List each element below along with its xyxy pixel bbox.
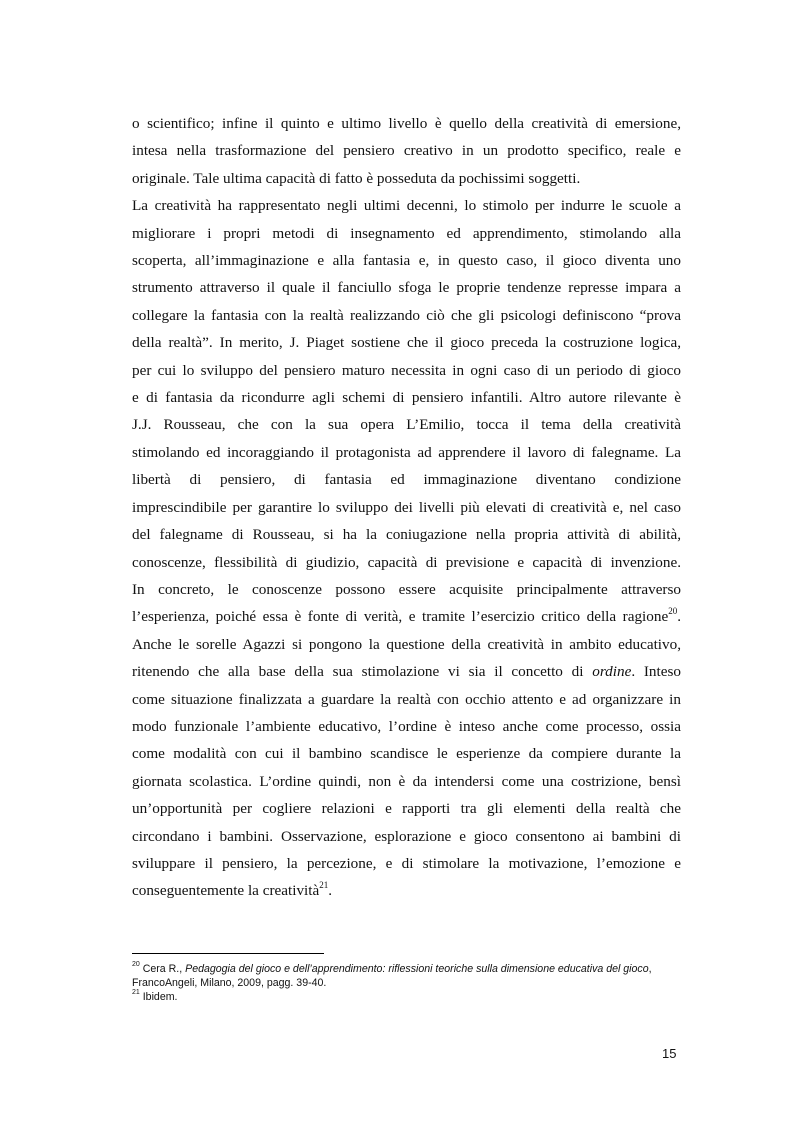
text-segment: . Inteso xyxy=(631,663,681,681)
footnote-title: Pedagogia del gioco e dell’apprendimento: riflessioni teoriche sulla dimensione educativa del gioco xyxy=(185,963,649,975)
footnote-21 xyxy=(132,990,692,1004)
text-line: del falegname di Rousseau, si ha la coniugazione nella propria attività di abilità, xyxy=(132,526,681,544)
text-line: un’opportunità per cogliere relazioni e rapporti tra gli elementi della realtà che xyxy=(132,800,681,818)
body-text xyxy=(132,110,681,905)
text-line-with-footnote-ref xyxy=(132,877,681,904)
text-line: La creatività ha rappresentato negli ultimi decenni, lo stimolo per indurre le scuole a xyxy=(132,197,681,215)
text-line: modo funzionale l’ambiente educativo, l’ordine è inteso anche come processo, ossia xyxy=(132,717,681,735)
page-number: 15 xyxy=(662,1046,677,1061)
text-segment: l’esperienza, poiché essa è fonte di verità, e tramite l’esercizio critico della ragione xyxy=(132,608,669,626)
text-line: stimolando ed incoraggiando il protagonista ad apprendere il lavoro di falegname. La xyxy=(132,443,681,461)
emphasis-ordine: ordine xyxy=(592,663,632,681)
text-segment: ritenendo che alla base della sua stimolazione vi sia il concetto di xyxy=(132,663,584,681)
text-line: originale. Tale ultima capacità di fatto è posseduta da pochissimi soggetti. xyxy=(132,169,581,187)
text-line: giornata scolastica. L’ordine quindi, non è da intendersi come una costrizione, bensì xyxy=(132,772,681,790)
footnote-ref-21: 21 xyxy=(319,880,329,891)
text-line: J.J. Rousseau, che con la sua opera L’Emilio, tocca il tema della creatività xyxy=(132,416,681,434)
footnote-publisher: , FrancoAngeli, Milano, 2009, pagg. 39-40. xyxy=(132,963,652,989)
text-line: imprescindibile per garantire lo sviluppo dei livelli più elevati di creatività e, nel caso xyxy=(132,498,681,516)
text-line: libertà di pensiero, di fantasia ed immaginazione diventano condizione xyxy=(132,471,681,489)
footnote-mark-21: 21 xyxy=(132,989,140,997)
footnote-author: Cera R., xyxy=(139,963,186,975)
text-line: circondano i bambini. Osservazione, esplorazione e gioco consentono ai bambini di xyxy=(132,827,681,845)
text-line: come modalità con cui il bambino scandisce le esperienze da compiere durante la xyxy=(132,745,681,763)
text-line: In concreto, le conoscenze possono essere acquisite principalmente attraverso xyxy=(132,580,681,598)
text-segment: conseguentemente la creatività xyxy=(132,882,320,900)
footnote-separator xyxy=(132,953,324,954)
footnote-text: Ibidem. xyxy=(139,991,178,1003)
text-line: e di fantasia da ricondurre agli schemi di pensiero infantili. Altro autore rilevante è xyxy=(132,389,681,407)
text-line: scoperta, all’immaginazione e alla fantasia e, in questo caso, il gioco diventa uno xyxy=(132,252,681,270)
text-line: conoscenze, flessibilità di giudizio, capacità di previsione e capacità di invenzione. xyxy=(132,553,681,571)
footnotes xyxy=(132,962,692,1004)
footnote-mark-20: 20 xyxy=(132,961,140,969)
text-line: come situazione finalizzata a guardare la realtà con occhio attento e ad organizzare in xyxy=(132,690,681,708)
text-line: Anche le sorelle Agazzi si pongono la questione della creatività in ambito educativo, xyxy=(132,635,681,653)
text-line: strumento attraverso il quale il fanciullo sfoga le proprie tendenze represse impara a xyxy=(132,279,681,297)
text-line: migliorare i propri metodi di insegnamento ed apprendimento, stimolando alla xyxy=(132,224,681,242)
footnote-20 xyxy=(132,962,692,990)
text-segment: . xyxy=(328,882,333,900)
text-line: per cui lo sviluppo del pensiero maturo necessita in ogni caso di un periodo di gioco xyxy=(132,361,681,379)
text-segment: . xyxy=(677,608,681,626)
text-line-with-emphasis xyxy=(132,658,681,685)
text-line: intesa nella trasformazione del pensiero creativo in un prodotto specifico, reale e xyxy=(132,142,681,160)
text-line-with-footnote-ref xyxy=(132,603,681,630)
text-line: sviluppare il pensiero, la percezione, e di stimolare la motivazione, l’emozione e xyxy=(132,854,681,872)
footnote-ref-20: 20 xyxy=(668,606,678,617)
text-line: collegare la fantasia con la realtà realizzando ciò che gli psicologi definiscono “prova xyxy=(132,306,681,324)
text-line: o scientifico; infine il quinto e ultimo livello è quello della creatività di emersione, xyxy=(132,115,681,132)
text-line: della realtà”. In merito, J. Piaget sostiene che il gioco preceda la costruzione logica, xyxy=(132,334,681,352)
